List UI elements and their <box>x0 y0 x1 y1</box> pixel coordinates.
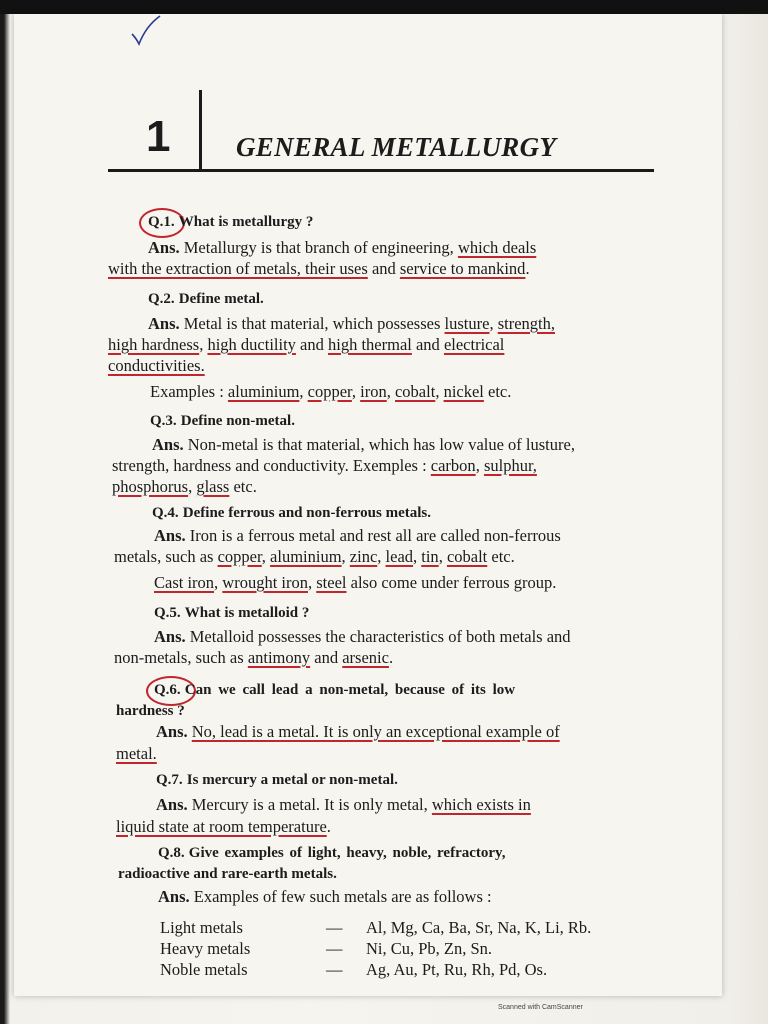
answer-5-line-2 <box>114 648 393 668</box>
answer-text: non-metals, such as <box>114 648 248 667</box>
answer-text: etc. <box>229 477 257 496</box>
answer-text: and <box>310 648 343 667</box>
dash-separator: — <box>326 939 343 958</box>
underlined-text: cobalt <box>394 382 436 401</box>
answer-text: and <box>295 335 328 354</box>
underlined-text: zinc <box>349 547 378 566</box>
metal-row <box>160 960 547 980</box>
answer-label: Ans. <box>154 526 186 545</box>
answer-2-line-3 <box>108 356 205 376</box>
metal-list: Al, Mg, Ca, Ba, Sr, Na, K, Li, Rb. <box>366 918 592 937</box>
underlined-text: metal. <box>116 744 157 763</box>
answer-4-line-1 <box>154 526 561 546</box>
answer-2-examples: Examples : aluminium, copper, iron, cobalt, nickel etc. <box>150 382 512 401</box>
question-label: Q.1. <box>148 214 175 230</box>
answer-label: Ans. <box>148 314 180 333</box>
underlined-text: arsenic <box>342 648 389 667</box>
underlined-text: electrical <box>443 335 505 354</box>
answer-label: Ans. <box>156 722 188 741</box>
answer-label: Ans. <box>156 795 188 814</box>
underlined-text: lusture <box>444 314 490 333</box>
underlined-text: steel <box>316 573 347 592</box>
question-8-line-1 <box>158 842 505 862</box>
answer-text: Examples of few such metals are as follows : <box>189 887 492 906</box>
answer-label: Ans. <box>158 887 190 906</box>
chapter-number: 1 <box>146 112 171 161</box>
answer-text: and <box>367 259 400 278</box>
answer-text: Mercury is a metal. It is only metal, <box>187 795 432 814</box>
underlined-text: which exists in <box>431 795 531 814</box>
scanner-watermark: Scanned with CamScanner <box>498 1004 583 1011</box>
chapter-title: GENERAL METALLURGY <box>236 132 557 162</box>
answer-2-line-2 <box>108 335 504 355</box>
answer-4-line-2: metals, such as copper, aluminium, zinc, lead, tin, cobalt etc. <box>114 547 515 566</box>
question-label: Q.8. <box>158 845 185 861</box>
underlined-text: conductivities. <box>108 356 205 375</box>
question-text: Give examples of light, heavy, noble, refractory, <box>188 845 506 861</box>
underlined-text: tin <box>421 547 439 566</box>
question-text: Can we call lead a non-metal, because of its low <box>184 682 516 698</box>
question-5 <box>154 602 309 622</box>
underlined-text: liquid state at room temperature <box>116 817 327 836</box>
metal-list: Ag, Au, Pt, Ru, Rh, Pd, Os. <box>366 960 548 979</box>
question-text: What is metallurgy ? <box>178 214 314 230</box>
dash-separator: — <box>326 918 343 937</box>
underlined-text: glass <box>196 477 230 496</box>
metal-category: Noble metals <box>160 960 248 979</box>
answer-text: . <box>525 259 530 278</box>
underlined-text: aluminium <box>227 382 300 401</box>
answer-text: , <box>199 335 208 354</box>
answer-label: Ans. <box>148 238 180 257</box>
answer-6-line-2 <box>116 744 157 764</box>
underlined-text: service to mankind <box>399 259 526 278</box>
answer-text: etc. <box>487 547 515 566</box>
question-label: Q.5. <box>154 605 181 621</box>
underlined-text: carbon <box>430 456 476 475</box>
question-label: Q.6. <box>154 682 181 698</box>
answer-text: Iron is a ferrous metal and rest all are called non-ferrous <box>185 526 561 545</box>
answer-text: also come under ferrous group. <box>346 573 557 592</box>
answer-3-line-3: phosphorus, glass etc. <box>112 477 257 496</box>
answer-2-line-1 <box>148 314 555 334</box>
underlined-text: which deals <box>457 238 537 257</box>
answer-1-line-1 <box>148 238 536 258</box>
underlined-text: aluminium <box>270 547 342 566</box>
answer-label: Ans. <box>154 627 186 646</box>
question-label: Q.7. <box>156 772 183 788</box>
underlined-text: wrought iron <box>222 573 308 592</box>
answer-text: Non-metal is that material, which has low value of lusture, <box>183 435 575 454</box>
underlined-text: high hardness <box>108 335 200 354</box>
underlined-text: No, lead is a metal. It is only an exceptional example of <box>191 722 560 741</box>
dash-separator: — <box>326 960 343 979</box>
answer-4-line-3: Cast iron, wrought iron, steel also come under ferrous group. <box>154 573 557 592</box>
question-text: hardness ? <box>116 703 185 719</box>
underlined-text: high ductility <box>207 335 296 354</box>
question-3 <box>150 410 295 430</box>
underlined-text: antimony <box>247 648 311 667</box>
metal-list: Ni, Cu, Pb, Zn, Sn. <box>366 939 493 958</box>
answer-7-line-1 <box>156 795 531 815</box>
underlined-text: iron <box>360 382 387 401</box>
question-text: Define ferrous and non-ferrous metals. <box>182 505 431 521</box>
answer-8-intro <box>158 887 492 907</box>
scan-edge <box>0 0 768 14</box>
underlined-text: copper <box>217 547 262 566</box>
examples-label: Examples : <box>150 382 228 401</box>
question-4 <box>152 502 431 522</box>
question-7 <box>156 769 398 789</box>
answer-3-line-2: strength, hardness and conductivity. Exemples : carbon, sulphur, <box>112 456 537 475</box>
underlined-text: lead <box>385 547 414 566</box>
answer-text: . <box>388 648 394 667</box>
underlined-text: copper <box>307 382 352 401</box>
underlined-text: sulphur, <box>483 456 537 475</box>
answer-5-line-1 <box>154 627 571 647</box>
underlined-text: high thermal <box>328 335 412 354</box>
metal-category: Light metals <box>160 918 243 937</box>
underlined-text: strength, <box>497 314 555 333</box>
answer-text: . <box>326 817 331 836</box>
question-8-line-2 <box>118 863 337 883</box>
answer-text: Metalloid possesses the characteristics of both metals and <box>185 627 571 646</box>
metal-row <box>160 939 492 959</box>
underlined-text: nickel <box>443 382 484 401</box>
answer-text: Metal is that material, which possesses <box>179 314 445 333</box>
question-text: What is metalloid ? <box>184 605 310 621</box>
question-text: Define metal. <box>178 291 264 307</box>
answer-text: metals, such as <box>114 547 218 566</box>
question-text: Is mercury a metal or non-metal. <box>186 772 398 788</box>
answer-text: etc. <box>483 382 512 401</box>
answer-text: strength, hardness and conductivity. Exemples : <box>112 456 431 475</box>
answer-7-line-2 <box>116 817 331 837</box>
chapter-divider <box>199 90 202 170</box>
answer-text: and <box>411 335 444 354</box>
answer-label: Ans. <box>152 435 184 454</box>
question-label: Q.3. <box>150 413 177 429</box>
underlined-text: with the extraction of metals, their uses <box>108 259 368 278</box>
chapter-rule <box>108 169 654 172</box>
question-text: Define non-metal. <box>180 413 295 429</box>
underlined-text: cobalt <box>446 547 488 566</box>
answer-6-line-1 <box>156 722 560 742</box>
question-label: Q.4. <box>152 505 179 521</box>
metal-row <box>160 918 591 938</box>
question-6-line-1 <box>154 679 515 699</box>
question-1 <box>148 211 313 231</box>
underlined-text: Cast iron <box>154 573 215 592</box>
underlined-text: phosphorus <box>112 477 189 496</box>
answer-3-line-1 <box>152 435 575 455</box>
answer-text: , <box>489 314 498 333</box>
checkmark-icon <box>130 14 164 48</box>
answer-text: Metallurgy is that branch of engineering, <box>179 238 458 257</box>
metal-category: Heavy metals <box>160 939 251 958</box>
question-text: radioactive and rare-earth metals. <box>118 866 337 882</box>
question-label: Q.2. <box>148 291 175 307</box>
question-2 <box>148 288 264 308</box>
question-6-line-2 <box>116 700 185 720</box>
answer-1-line-2 <box>108 259 530 279</box>
